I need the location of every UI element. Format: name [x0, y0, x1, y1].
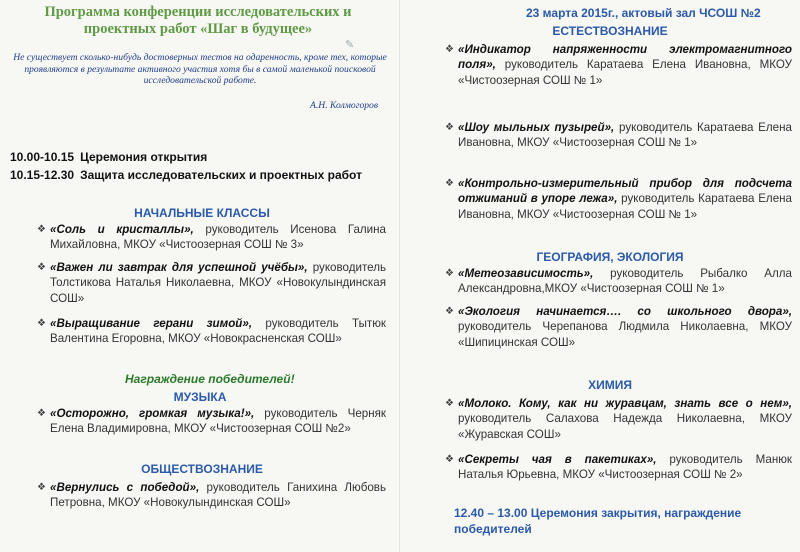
bullet-icon: ❖ [37, 318, 46, 329]
bullet-icon: ❖ [445, 306, 454, 317]
list-item: ❖ «Секреты чая в пакетиках», руководитель Манюк Наталья Юрьевна, МКОУ «Чистоозерная СОШ № 2» [445, 453, 792, 482]
bullet-icon: ❖ [445, 454, 454, 465]
list-item: ❖ «Важен ли завтрак для успешной учёбы», руководитель Толстикова Наталья Николаевна, МКОУ «Новокулындинская СОШ» [37, 261, 387, 305]
awards-line: Награждение победителей! [125, 372, 295, 386]
page-fold [399, 0, 400, 552]
bullet-icon: ❖ [445, 268, 454, 279]
list-item: ❖ «Экология начинается…. со школьного двора», руководитель Черепанова Людмила Николаевна, МКОУ «Шипицинская СОШ» [445, 305, 792, 349]
schedule-label: Защита исследовательских и проектных работ [80, 168, 362, 182]
section-primary: НАЧАЛЬНЫЕ КЛАССЫ [134, 206, 270, 220]
schedule-time: 10.00-10.15 [10, 150, 75, 164]
program-title: Программа конференции исследовательских и проектных работ «Шаг в будущее» [44, 4, 352, 37]
list-item: ❖ «Индикатор напряженности электромагнитного поля», руководитель Каратаева Елена Ивановна, МКОУ «Чистоозерная СОШ № 1» [445, 43, 792, 87]
closing-time: 12.40 – 13.00 [454, 506, 528, 520]
list-item: ❖ «Метеозависимость», руководитель Рыбалко Алла Александровна,МКОУ «Чистоозерная СОШ № 1» [445, 267, 792, 296]
bullet-icon: ❖ [37, 408, 46, 419]
schedule-opening [10, 150, 370, 165]
bullet-icon: ❖ [37, 224, 46, 235]
epigraph-author: А.Н. Колмогоров [310, 100, 378, 111]
bullet-icon: ❖ [445, 44, 454, 55]
section-chem: ХИМИЯ [588, 378, 632, 392]
closing-label: Церемония закрытия, награждение победителей [454, 506, 742, 536]
list-item: ❖ «Контрольно-измерительный прибор для подсчета отжиманий в упоре лежа», руководитель Каратаева Елена Ивановна, МКОУ «Чистоозерная СОШ № 1» [445, 177, 792, 221]
date-venue: 23 марта 2015г., актовый зал ЧСОШ №2 [526, 6, 761, 20]
list-item: ❖ «Осторожно, громкая музыка!», руководитель Черняк Елена Владимировна, МКОУ «Чистоозерная СОШ №2» [37, 407, 386, 436]
list-item: ❖ «Вернулись с победой», руководитель Ганихина Любовь Петровна, МКОУ «Новокулындинская СОШ» [37, 481, 387, 510]
list-item: ❖ «Шоу мыльных пузырей», руководитель Каратаева Елена Ивановна, МКОУ «Чистоозерная СОШ № 1» [445, 121, 792, 150]
bullet-icon: ❖ [445, 178, 454, 189]
section-social: ОБЩЕСТВОЗНАНИЕ [141, 462, 263, 476]
bullet-icon: ❖ [445, 122, 454, 133]
pin-icon: ✎ [345, 39, 355, 51]
bullet-icon: ❖ [445, 398, 454, 409]
section-science: ЕСТЕСТВОЗНАНИЕ [552, 24, 668, 38]
closing-ceremony [454, 505, 774, 537]
schedule-time: 10.15-12.30 [10, 168, 75, 182]
section-geo: ГЕОГРАФИЯ, ЭКОЛОГИЯ [536, 250, 684, 264]
bullet-icon: ❖ [37, 482, 46, 493]
epigraph: Не существует сколько-нибудь достоверных тестов на одаренность, кроме тех, которые проявляются в результате активного участия хотя бы в самой маленькой поисковой исследовательской работе. [13, 52, 387, 87]
list-item: ❖ «Молоко. Кому, как ни журавцам, знать все о нем», руководитель Салахова Надежда Николаевна, МКОУ «Журавская СОШ» [445, 397, 792, 441]
section-music: МУЗЫКА [173, 390, 227, 404]
schedule-label: Церемония открытия [80, 150, 208, 164]
list-item: ❖ «Соль и кристаллы», руководитель Исенова Галина Михайловна, МКОУ «Чистоозерная СОШ № 3» [37, 223, 386, 252]
list-item: ❖ «Выращивание герани зимой», руководитель Тытюк Валентина Егоровна, МКОУ «Новокрасненская СОШ» [37, 317, 386, 346]
schedule-defense [10, 168, 370, 183]
bullet-icon: ❖ [37, 262, 46, 273]
